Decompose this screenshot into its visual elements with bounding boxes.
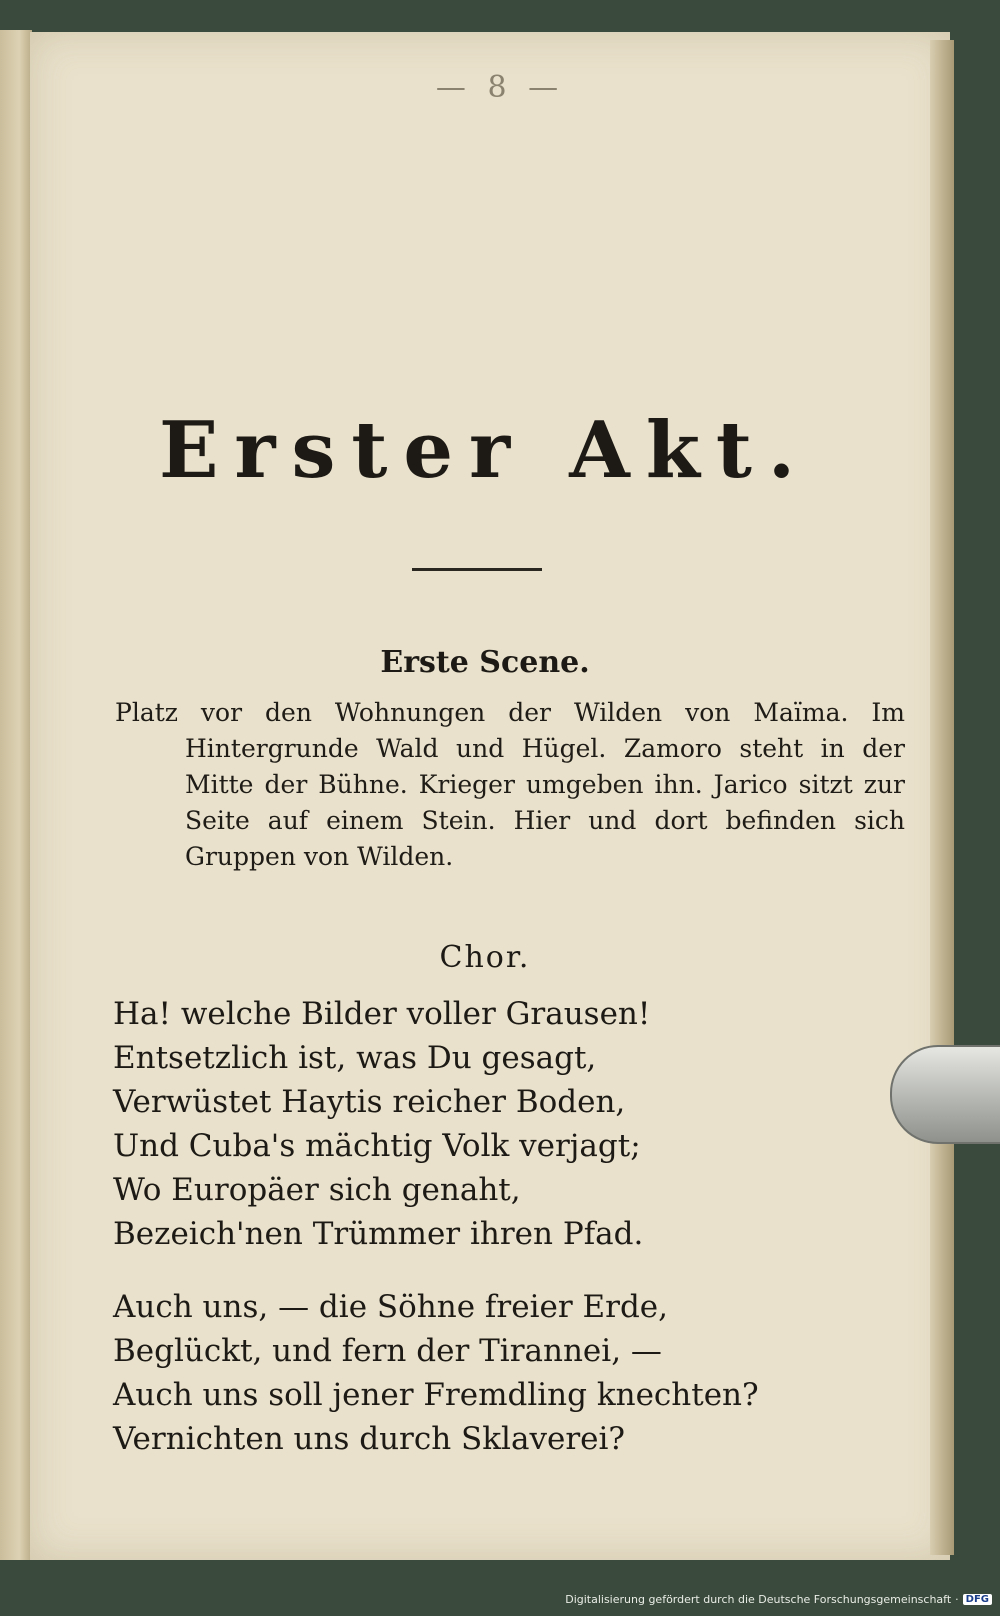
verse-line: Und Cuba's mächtig Volk verjagt; (113, 1128, 641, 1164)
page-number: — 8 — (435, 70, 565, 105)
verse-line: Auch uns, — die Söhne freier Erde, (113, 1289, 668, 1325)
dfg-logo-icon: DFG (963, 1594, 992, 1605)
verse-stanza-1 (113, 992, 873, 1256)
verse-line: Bezeich'nen Trümmer ihren Pfad. (113, 1216, 644, 1252)
act-title: Erster Akt. (158, 405, 812, 496)
stage-direction: Platz vor den Wohnungen der Wilden von Maïma. Im Hintergrunde Wald und Hügel. Zamoro steht in der Mitte der Bühne. Krieger umgeben ihn. Jarico sitzt zur Seite auf einem Stein. Hier und dort befinden sich Gruppen von Wilden. (115, 698, 905, 871)
verse-line: Entsetzlich ist, was Du gesagt, (113, 1040, 597, 1076)
verse-line: Auch uns soll jener Fremdling knechten? (113, 1377, 759, 1413)
scene-heading: Erste Scene. (380, 645, 590, 680)
verse-line: Wo Europäer sich genaht, (113, 1172, 521, 1208)
verse-line: Vernichten uns durch Sklaverei? (113, 1421, 626, 1457)
digitization-credit: Digitalisierung gefördert durch die Deutsche Forschungsgemeinschaft · DFG (565, 1593, 992, 1606)
title-divider (412, 568, 542, 571)
page-stack-edge (930, 40, 954, 1555)
bookmark-tab (890, 1045, 1000, 1144)
verse-line: Beglückt, und fern der Tirannei, — (113, 1333, 662, 1369)
verse-line: Verwüstet Haytis reicher Boden, (113, 1084, 626, 1120)
speaker-label: Chor. (439, 940, 531, 975)
credit-text: Digitalisierung gefördert durch die Deutsche Forschungsgemeinschaft (565, 1593, 952, 1606)
verse-line: Ha! welche Bilder voller Grausen! (113, 996, 651, 1032)
previous-page-edge (0, 30, 32, 1560)
verse-stanza-2 (113, 1285, 873, 1461)
